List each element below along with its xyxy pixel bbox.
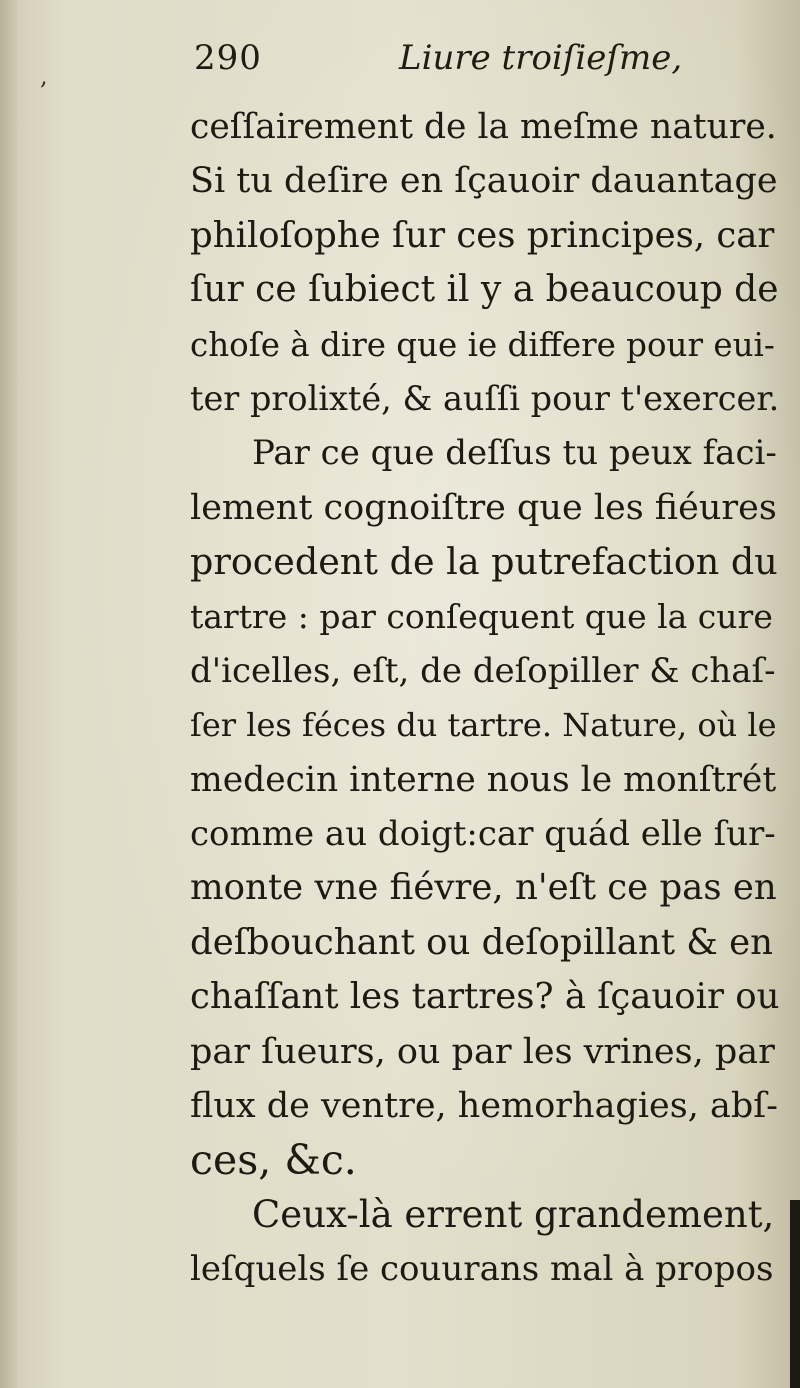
text-line: monte vne fiévre, n'eſt ce pas en <box>190 867 777 909</box>
text-line: ces, &c. <box>190 1136 357 1185</box>
page-number: 290 <box>194 38 262 78</box>
text-line: ſer les féces du tartre. Nature, où le <box>190 706 777 745</box>
text-line: philoſophe ſur ces principes, car <box>190 214 775 256</box>
text-line: chaſſant les tartres? à ſçauoir ou <box>190 976 780 1018</box>
text-line: leſquels ſe couurans mal à propos <box>190 1249 774 1290</box>
text-line: lement cognoiſtre que les fiéures <box>190 487 777 528</box>
text-line: Par ce que deſſus tu peux faci- <box>252 433 777 474</box>
text-line: comme au doigt:car quád elle ſur- <box>190 814 776 855</box>
page-gutter-shadow <box>0 0 18 1388</box>
text-line: medecin interne nous le monſtrét <box>190 759 777 800</box>
text-line: Ceux-là errent grandement, <box>252 1192 775 1236</box>
running-head: Liure troiſieſme, <box>399 38 683 78</box>
scan-edge-dark <box>790 1200 800 1388</box>
text-line: choſe à dire que ie differe pour eui- <box>190 325 775 364</box>
page-header <box>194 38 794 88</box>
text-line: ſur ce ſubiect il y a beaucoup de <box>190 269 779 311</box>
text-line: ter prolixté, & auſſi pour t'exercer. <box>190 378 780 418</box>
text-line: par ſueurs, ou par les vrines, par <box>190 1031 775 1072</box>
text-line: tartre : par conſequent que la cure <box>190 596 773 636</box>
text-line: d'icelles, eſt, de deſopiller & chaſ- <box>190 650 776 691</box>
text-line: procedent de la putrefaction du <box>190 540 778 584</box>
body-text <box>190 100 780 1297</box>
text-line: deſbouchant ou deſopillant & en <box>190 921 774 963</box>
ink-mark: , <box>40 62 48 90</box>
text-line: flux de ventre, hemorhagies, abſ- <box>190 1086 779 1127</box>
text-line: Si tu deſire en ſçauoir dauantage <box>190 161 778 202</box>
text-line: ceſſairement de la meſme nature. <box>190 107 777 147</box>
